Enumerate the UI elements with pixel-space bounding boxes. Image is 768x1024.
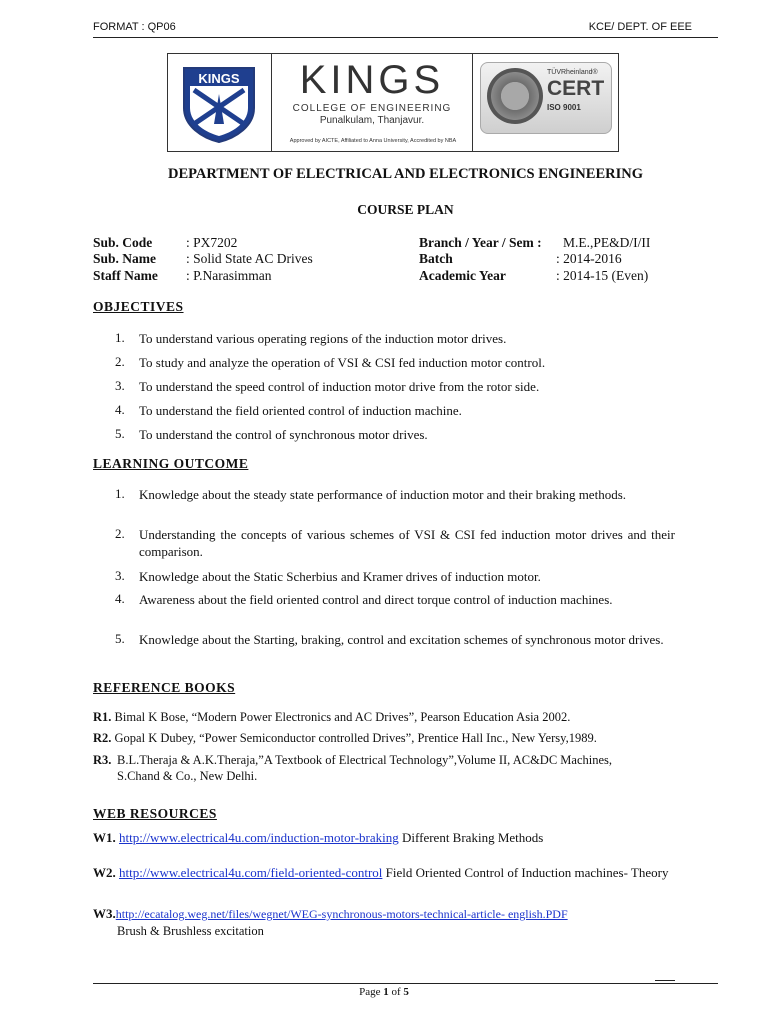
- learning-outcome-heading: LEARNING OUTCOME: [93, 456, 249, 471]
- staff-name-value: : P.Narasimman: [186, 268, 272, 283]
- college-subtitle: COLLEGE OF ENGINEERING: [292, 103, 452, 114]
- document-title: COURSE PLAN: [357, 202, 454, 217]
- reference-item: R2. Gopal K Dubey, “Power Semiconductor controlled Drives”, Prentice Hall Inc., New Yersy,1989.: [93, 731, 597, 745]
- college-name: KINGS: [299, 58, 445, 102]
- academic-year-value: : 2014-15 (Even): [556, 268, 649, 283]
- cert-standard: ISO 9001: [547, 103, 581, 112]
- batch-label: Batch: [419, 251, 453, 266]
- footer-rule: [93, 983, 718, 984]
- sub-code-value: : PX7202: [186, 235, 238, 250]
- academic-year-label: Academic Year: [419, 268, 506, 283]
- web-resources-heading: WEB RESOURCES: [93, 806, 217, 821]
- staff-name-label: Staff Name: [93, 268, 158, 283]
- banner-divider: [472, 54, 473, 151]
- shield-text: KINGS: [198, 71, 240, 86]
- approval-note: Approved by AICTE, Affiliated to Anna University, Accredited by NBA: [289, 138, 457, 144]
- objectives-heading: OBJECTIVES: [93, 299, 184, 314]
- header-rule: [93, 37, 718, 38]
- branch-label: Branch / Year / Sem :: [419, 235, 542, 250]
- web-link[interactable]: http://www.electrical4u.com/field-oriented-control: [119, 865, 383, 880]
- web-resource-item: W3.http://ecatalog.weg.net/files/wegnet/WEG-synchronous-motors-technical-article- english.PDF Brush & Brushless excitation: [93, 906, 568, 938]
- cert-issuer: TÜVRheinland®: [547, 69, 598, 76]
- sub-code-label: Sub. Code: [93, 235, 153, 250]
- footer-mark: [655, 980, 675, 981]
- web-link[interactable]: http://www.electrical4u.com/induction-motor-braking: [119, 830, 399, 845]
- web-link[interactable]: http://ecatalog.weg.net/files/wegnet/WEG-synchronous-motors-technical-article- english.PDF: [115, 907, 568, 921]
- college-shield-logo: [178, 64, 260, 144]
- sub-name-label: Sub. Name: [93, 251, 157, 266]
- department-title: DEPARTMENT OF ELECTRICAL AND ELECTRONICS ENGINEERING: [168, 166, 643, 182]
- format-code: FORMAT : QP06: [93, 21, 176, 33]
- reference-item: R1. Bimal K Bose, “Modern Power Electronics and AC Drives”, Pearson Education Asia 2002.: [93, 710, 571, 724]
- web-resource-item: W1. http://www.electrical4u.com/induction-motor-braking Different Braking Methods: [93, 830, 544, 845]
- branch-value: M.E.,PE&D/I/II: [563, 235, 651, 250]
- reference-books-heading: REFERENCE BOOKS: [93, 680, 236, 695]
- cert-label: CERT: [547, 77, 605, 100]
- tuv-seal-icon: [487, 68, 543, 124]
- college-location: Punalkulam, Thanjavur.: [319, 115, 425, 126]
- web-resource-item: W2. http://www.electrical4u.com/field-oriented-control Field Oriented Control of Induction machines- Theory: [93, 865, 669, 880]
- page-number: Page 1 of 5: [359, 986, 409, 998]
- department-code: KCE/ DEPT. OF EEE: [588, 21, 692, 33]
- sub-name-value: : Solid State AC Drives: [186, 251, 313, 266]
- reference-item: R3. B.L.Theraja & A.K.Theraja,”A Textbook of Electrical Technology”,Volume II, AC&DC Machines, S.Chand & Co., New Delhi.: [93, 753, 613, 783]
- banner-divider: [271, 54, 272, 151]
- batch-value: : 2014-2016: [556, 251, 622, 266]
- iso-cert-badge: [480, 62, 612, 134]
- college-banner: [167, 53, 619, 152]
